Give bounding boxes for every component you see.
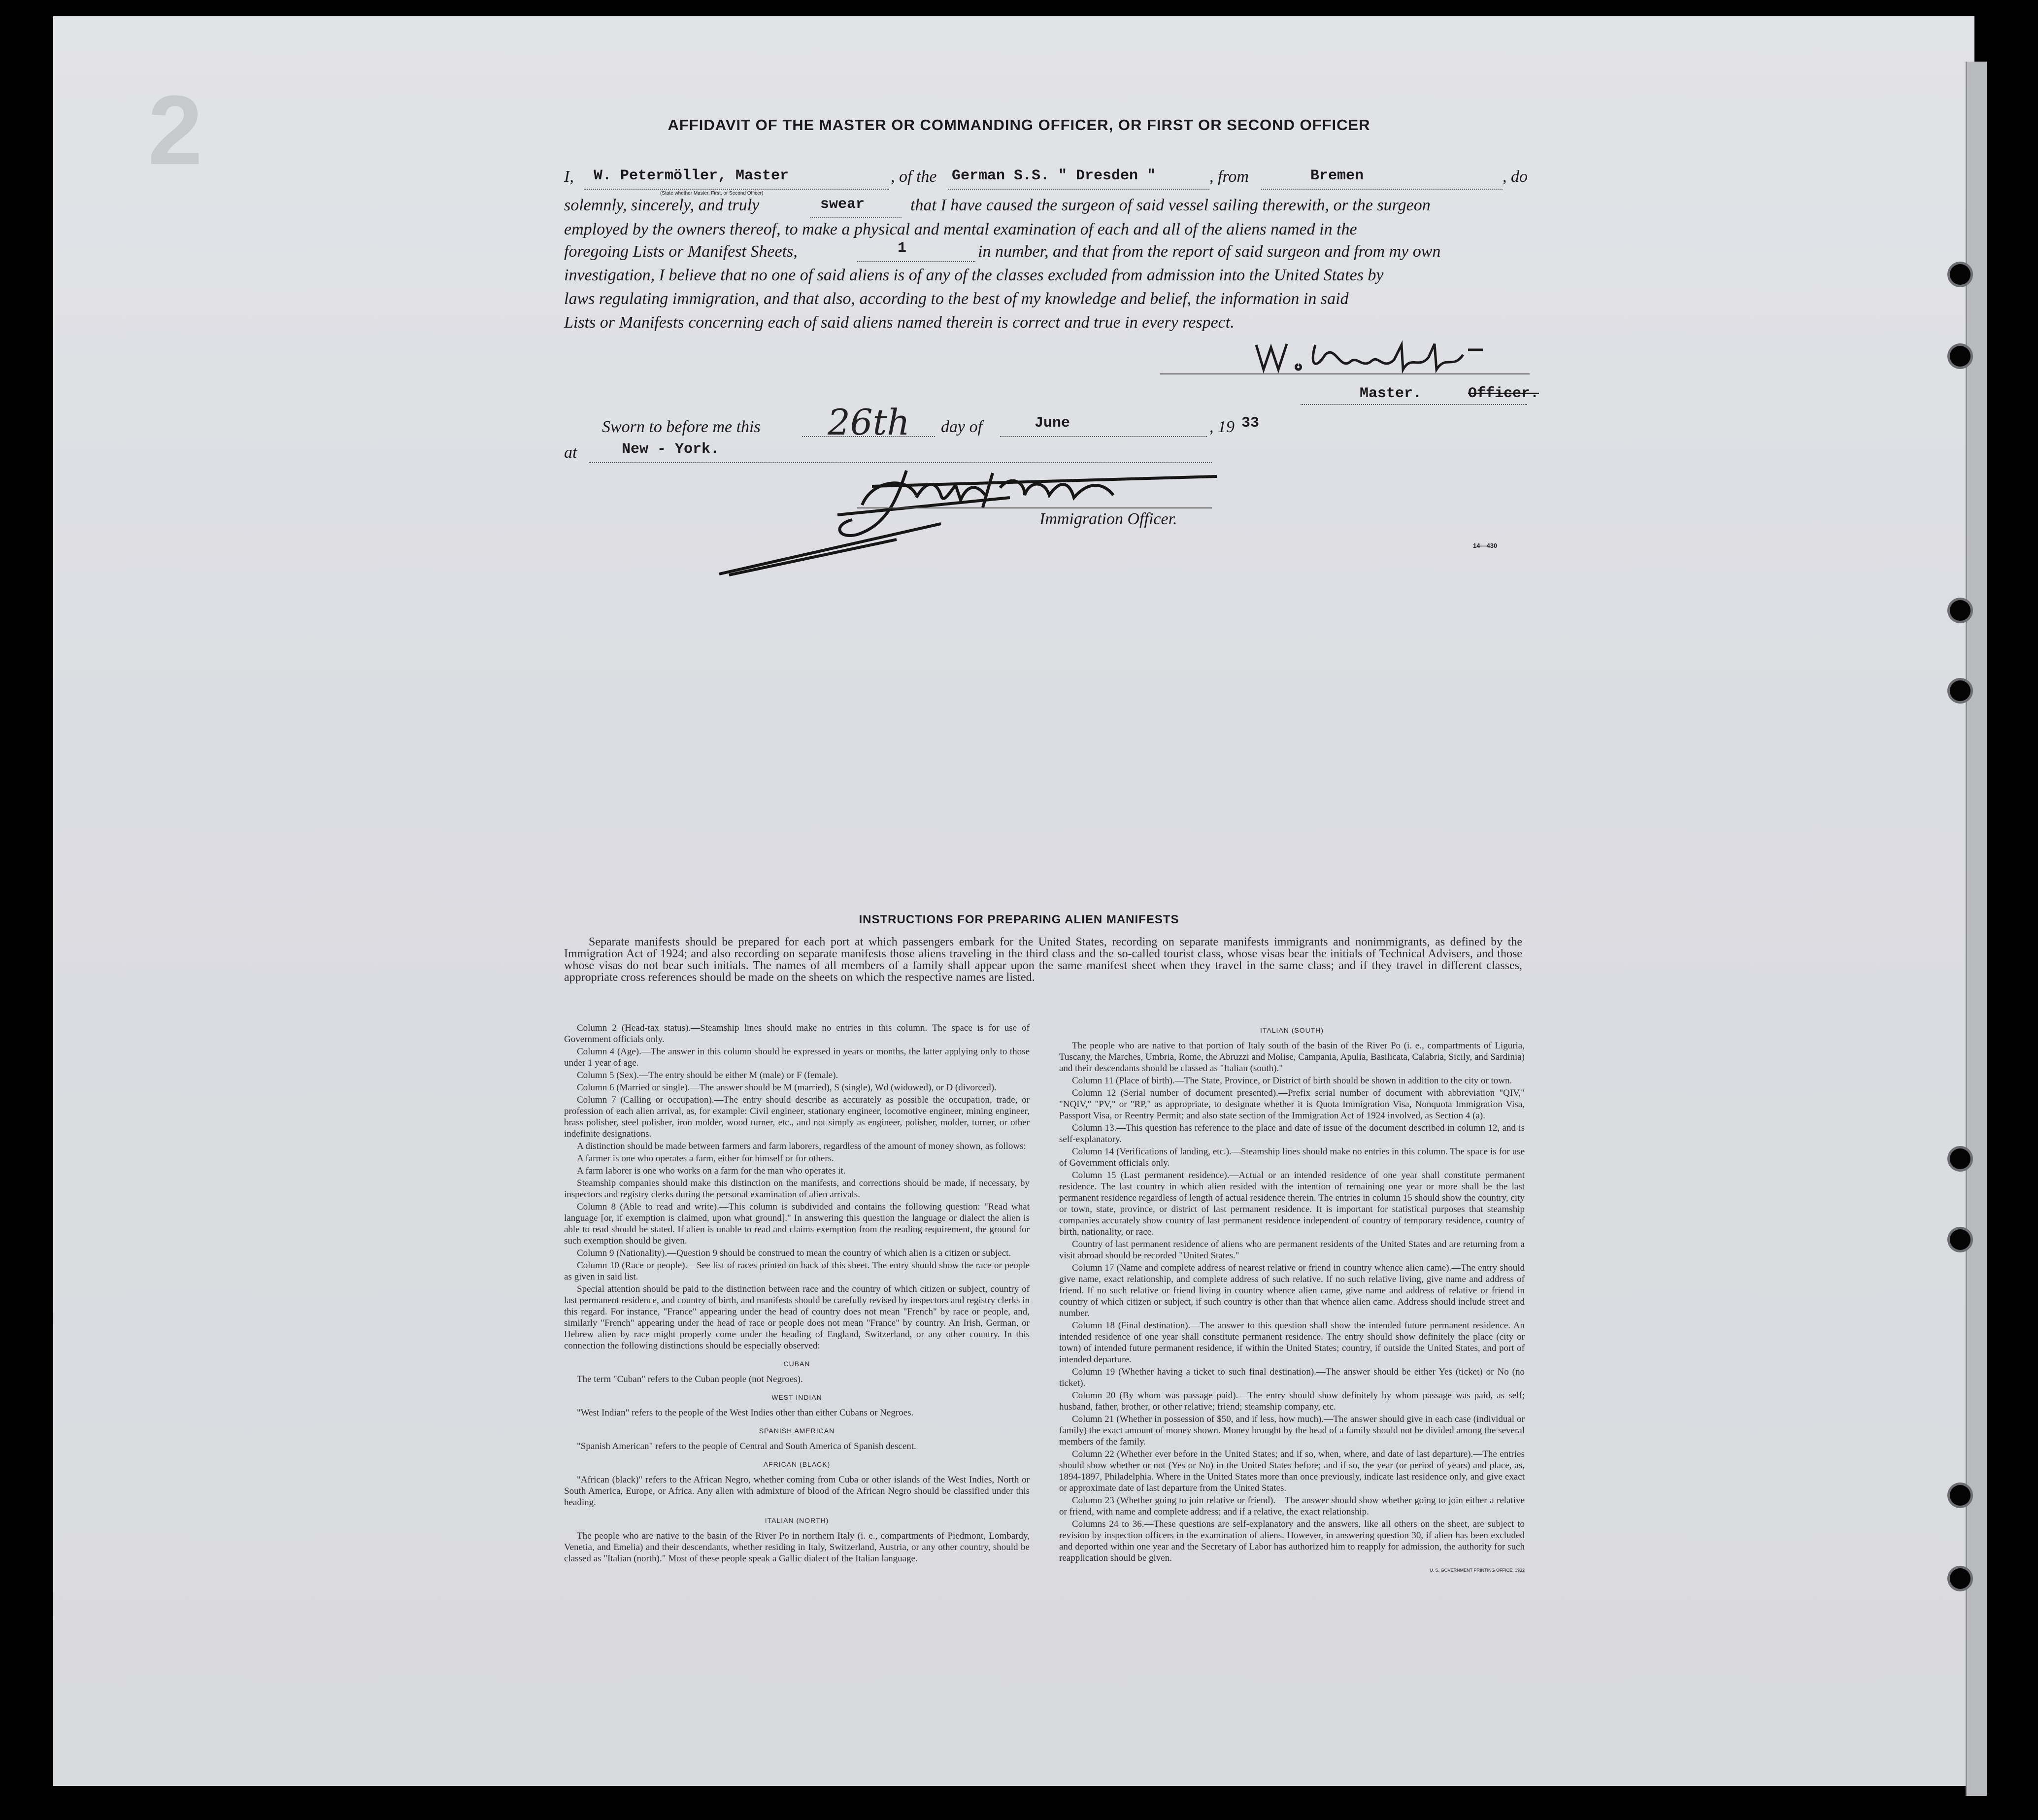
instructions-title: INSTRUCTIONS FOR PREPARING ALIEN MANIFESTS xyxy=(859,913,1179,926)
printer-imprint: U. S. GOVERNMENT PRINTING OFFICE: 1932 xyxy=(1430,1568,1525,1573)
affidavit-line-4b: in number, and that from the report of said surgeon and from my own xyxy=(978,242,1441,261)
instructions-intro xyxy=(564,936,1522,984)
heading-spanish-american: SPANISH AMERICAN xyxy=(759,1427,835,1435)
sheet-count: 1 xyxy=(898,240,907,257)
port-name: Bremen xyxy=(1310,168,1364,184)
title-officer-struck: Officer. xyxy=(1468,385,1539,402)
affidavit-line-7: Lists or Manifests concerning each of said aliens named therein is correct and true in every respect. xyxy=(564,313,1235,332)
affidavit-line-4a: foregoing Lists or Manifest Sheets, xyxy=(564,242,798,261)
instruction-paragraph: Column 20 (By whom was passage paid).—The entry should show definitely by whom passage was paid, as self; husband, father, brother, or other relative; friend; steamship company, etc. xyxy=(1059,1390,1525,1412)
instruction-paragraph: Special attention should be paid to the distinction between race and the country of which citizen or subject, country of last permanent residence, and country of birth, and manifests should be carefully revised by inspectors and registry clerks in this regard. For instance, "France" appearing under the head of country does not mean "French" by race or people, and, similarly "French" appearing under the head of race or people does not mean "France" by country. An Irish, German, or Hebrew alien by race might properly come under the heading of England, Switzerland, or any other country. In this connection the following distinctions should be especially observed: xyxy=(564,1284,1030,1351)
italian-north-text: The people who are native to the basin of the River Po in northern Italy (i. e., compartments of Piedmont, Lombardy, Venetia, and Emelia) and their descendants, whether residing in Italy, Switzerland, Austria, or any other country, should be classed as "Italian (north)." Most of these people speak a Gallic dialect of the Italian language. xyxy=(564,1531,1030,1564)
binder-hole-icon xyxy=(1950,1148,1971,1169)
instruction-paragraph: Column 11 (Place of birth).—The State, Province, or District of birth should be shown in addition to the city or town. xyxy=(1072,1076,1512,1086)
title-rule xyxy=(1301,404,1527,405)
vessel-rule xyxy=(948,189,1209,190)
text-of-the: , of the xyxy=(891,168,937,186)
binder-hole-icon xyxy=(1950,346,1971,367)
heading-italian-south: ITALIAN (SOUTH) xyxy=(1260,1026,1324,1034)
instruction-paragraph: The people who are native to that portion of Italy south of the basin of the River Po (i. e., compartments of Liguria, Tuscany, the Marches, Umbria, Rome, the Abruzzi and Molise, Campania, Apulia, Basilicata, Calabria, Sicily, and Sardinia) and their descendants should be classed as "Italian (south)." xyxy=(1059,1041,1525,1074)
west-indian-text: "West Indian" refers to the people of the West Indies other than either Cubans or Negroes. xyxy=(577,1408,914,1418)
instruction-paragraph: Country of last permanent residence of aliens who are permanent residents of the United States and are returning from a visit abroad should be recorded "United States." xyxy=(1059,1239,1525,1261)
oath-rule xyxy=(810,217,902,218)
right-paragraphs xyxy=(1059,1040,1525,1564)
instruction-paragraph: Column 5 (Sex).—The entry should be either M (male) or F (female). xyxy=(577,1070,838,1080)
instruction-paragraph: Column 17 (Name and complete address of nearest relative or friend in country whence alien came).—The entry should give name, exact relationship, and complete address of such relative. If no such relative living, give name and address of friend. If no such relative or friend living in country whence alien came, give name and address of relative or friend in country of which citizen or subject, if such country is other than that whence alien came. Address should include street and number. xyxy=(1059,1263,1525,1318)
master-signature xyxy=(1251,335,1507,379)
binder-hole-icon xyxy=(1950,600,1971,621)
master-signature-rule xyxy=(1160,373,1530,374)
instruction-paragraph: A farmer is one who operates a farm, either for himself or for others. xyxy=(577,1153,834,1164)
instruction-paragraph: Column 7 (Calling or occupation).—The entry should describe as accurately as possible the occupation, trade, or profession of each alien arrival, as, for example: Civil engineer, stationary engineer, locomotive engineer, mining engineer, brass polisher, steel polisher, iron molder, wood turner, etc., and not simply as engineer, polisher, molder, turner, or other indefinite designations. xyxy=(564,1095,1030,1139)
sworn-day-rule xyxy=(802,436,935,437)
sworn-place: New - York. xyxy=(622,441,720,458)
sheet-count-rule xyxy=(857,261,975,262)
oath-word: swear xyxy=(820,196,865,213)
sworn-month: June xyxy=(1035,415,1070,432)
heading-west-indian: WEST INDIAN xyxy=(771,1393,822,1401)
affidavit-line-2a: solemnly, sincerely, and truly xyxy=(564,196,760,214)
affidavit-line-6: laws regulating immigration, and that also, according to the best of my knowledge and belief, the information in said xyxy=(564,290,1349,308)
immigration-officer-label: Immigration Officer. xyxy=(1039,510,1177,528)
instruction-paragraph: Column 19 (Whether having a ticket to such final destination).—The answer should be either Yes (ticket) or No (no ticket). xyxy=(1059,1367,1525,1388)
master-name-rule xyxy=(584,189,889,190)
intro-paragraph: Separate manifests should be prepared for each port at which passengers embark for the United States, recording on separate manifests immigrants and nonimmigrants, as defined by the Immigration Act of 1924; and also recording on separate manifests those aliens traveling in the third class and the so-called tourist class, whose visas bear the initials of Technical Advisers, and those whose visas do not bear such initials. The names of all members of a family shall appear upon the same manifest sheet when they travel in the same class; and if they travel in different classes, appropriate cross references should be made on the sheets on which the respective names are listed. xyxy=(564,936,1522,984)
instruction-paragraph: Column 8 (Able to read and write).—This column is subdivided and contains the following question: "Read what language [or, if exemption is claimed, upon what ground]." In answering this question the language or dialect the alien is able to read should be stated. If alien is unable to read and claims exemption from the reading requirement, the ground for such exemption should be given. xyxy=(564,1202,1030,1246)
spanish-american-text: "Spanish American" refers to the people of Central and South America of Spanish descent. xyxy=(577,1441,916,1451)
instruction-paragraph: Steamship companies should make this distinction on the manifests, and corrections should be made, if necessary, by inspectors and registry clerks during the personal examination of alien arrivals. xyxy=(564,1178,1030,1200)
instruction-paragraph: A distinction should be made between farmers and farm laborers, regardless of the amount of money shown, as follows: xyxy=(577,1141,1026,1151)
instruction-paragraph: Column 9 (Nationality).—Question 9 should be construed to mean the country of which alien is a citizen or subject. xyxy=(577,1248,1011,1258)
instruction-paragraph: Column 14 (Verifications of landing, etc.).—Steamship lines should make no entries in this column. The space is for use of Government officials only. xyxy=(1059,1146,1525,1168)
instruction-paragraph: Column 22 (Whether ever before in the United States; and if so, when, where, and date of last departure).—The entries should show whether or not (Yes or No) in the United States before; and if so, the year (or period of years) and place, as, 1894-1897, Philadelphia. Where in the United States more than once previously, indicate last residence only, and give exact or approximate date of last departure from the United States. xyxy=(1059,1449,1525,1493)
text-from: , from xyxy=(1209,168,1249,186)
instruction-paragraph: Column 15 (Last permanent residence).—Actual or an intended residence of one year shall constitute permanent residence. The last country in which alien resided with the intention of remaining one year or more shall be the last permanent residence regardless of length of actual residence therein. The entries in column 15 should show the country, city or town, state, province, or district of last permanent residence. It is important for statistical purposes that steamship companies accurately show country of last permanent residence independent of country of temporary residence, country of birth, nationality, or race. xyxy=(1059,1170,1525,1237)
vessel-name: German S.S. " Dresden " xyxy=(952,168,1156,184)
left-paragraphs xyxy=(564,1022,1030,1351)
instruction-paragraph: Column 12 (Serial number of document presented).—Prefix serial number of document with abbreviation "QIV," "NQIV," "PV," or "RP," as appropriate, to designate whether it is Quota Immigration Visa, Nonquota Immigration Visa, Passport Visa, or Reentry Permit; and also state section of the Immigration Act of 1924 involved, as Section 4 (a). xyxy=(1059,1088,1525,1121)
heading-african: AFRICAN (BLACK) xyxy=(763,1460,831,1468)
officer-signature-rule xyxy=(857,507,1212,508)
instruction-paragraph: Columns 24 to 36.—These questions are self-explanatory and the answers, like all others on the sheet, are subject to revision by inspection officers in the examination of aliens. However, in answering question 30, if alien has been excluded and deported within one year and the Secretary of Labor has authorized him to reapply for admission, the authority for such reapplication should be given. xyxy=(1059,1519,1525,1563)
binder-hole-icon xyxy=(1950,1229,1971,1250)
instruction-paragraph: Column 10 (Race or people).—See list of races printed on back of this sheet. The entry should show the race or people as given in said list. xyxy=(564,1260,1030,1282)
port-rule xyxy=(1261,189,1503,190)
at-text: at xyxy=(564,443,577,462)
sworn-text: Sworn to before me this xyxy=(602,418,761,436)
instruction-paragraph: Column 4 (Age).—The answer in this column should be expressed in years or months, the latter applying only to those under 1 year of age. xyxy=(564,1046,1030,1068)
affidavit-line-2b: that I have caused the surgeon of said vessel sailing therewith, or the surgeon xyxy=(910,196,1431,214)
binder-hole-icon xyxy=(1950,264,1971,285)
binder-edge xyxy=(1966,62,1987,1796)
instruction-paragraph: Column 21 (Whether in possession of $50, and if less, how much).—The answer should give in each case (individual or family) the exact amount of money shown. Money brought by the head of a family should not be divided among the several members of the family. xyxy=(1059,1414,1525,1447)
sworn-month-rule xyxy=(1000,436,1207,437)
text-do: , do xyxy=(1503,168,1528,186)
instruction-paragraph: Column 13.—This question has reference to the place and date of issue of the document described in column 12, and is self-explanatory. xyxy=(1059,1123,1525,1145)
year-suffix: 33 xyxy=(1241,415,1260,432)
title-master: Master. xyxy=(1360,385,1422,402)
text-i: I, xyxy=(564,168,574,186)
day-of-text: day of xyxy=(941,418,983,436)
binder-hole-icon xyxy=(1950,1485,1971,1506)
african-text: "African (black)" refers to the African Negro, whether coming from Cuba or other islands of the West Indies, North or South America, Europe, or Africa. Any alien with admixture of blood of the African Negro should be classified under this heading. xyxy=(564,1475,1030,1508)
instruction-paragraph: Column 23 (Whether going to join relative or friend).—The answer should show whether going to join either a relative or friend, with name and complete address; and if a relative, the exact relationship. xyxy=(1059,1495,1525,1517)
binder-hole-icon xyxy=(1950,680,1971,701)
instructions-left-column xyxy=(564,1022,1030,1565)
affidavit-title: AFFIDAVIT OF THE MASTER OR COMMANDING OFFICER, OR FIRST OR SECOND OFFICER xyxy=(668,116,1370,134)
heading-italian-north: ITALIAN (NORTH) xyxy=(765,1517,829,1524)
instruction-paragraph: A farm laborer is one who works on a farm for the man who operates it. xyxy=(577,1166,846,1176)
sheet-number: 2 xyxy=(148,75,203,185)
cuban-text: The term "Cuban" refers to the Cuban people (not Negroes). xyxy=(577,1374,803,1384)
year-prefix: , 19 xyxy=(1209,418,1235,436)
instruction-paragraph: Column 6 (Married or single).—The answer should be M (married), S (single), Wd (widowed), or D (divorced). xyxy=(577,1082,997,1093)
heading-cuban: CUBAN xyxy=(783,1360,810,1368)
affidavit-line-1 xyxy=(564,168,574,186)
affidavit-line-5: investigation, I believe that no one of said aliens is of any of the classes excluded from admission into the United States by xyxy=(564,266,1384,284)
instruction-paragraph: Column 2 (Head-tax status).—Steamship lines should make no entries in this column. The space is for use of Government officials only. xyxy=(564,1023,1030,1045)
rank-note: (State whether Master, First, or Second Officer) xyxy=(660,191,764,196)
instructions-right-column xyxy=(1059,1025,1525,1576)
form-number: 14—430 xyxy=(1473,542,1498,549)
sworn-day: 26th xyxy=(828,402,910,443)
binder-hole-icon xyxy=(1950,1568,1971,1589)
master-name: W. Petermöller, Master xyxy=(594,168,789,184)
instruction-paragraph: Column 18 (Final destination).—The answer to this question shall show the intended future permanent residence. An intended residence of one year shall constitute permanent residence. The entry should show definitely the place (city or town) of intended future permanent residence, if within the United States; country, if outside the United States, and port of intended departure. xyxy=(1059,1320,1525,1365)
affidavit-line-3: employed by the owners thereof, to make a physical and mental examination of each and all of the aliens named in the xyxy=(564,220,1357,238)
